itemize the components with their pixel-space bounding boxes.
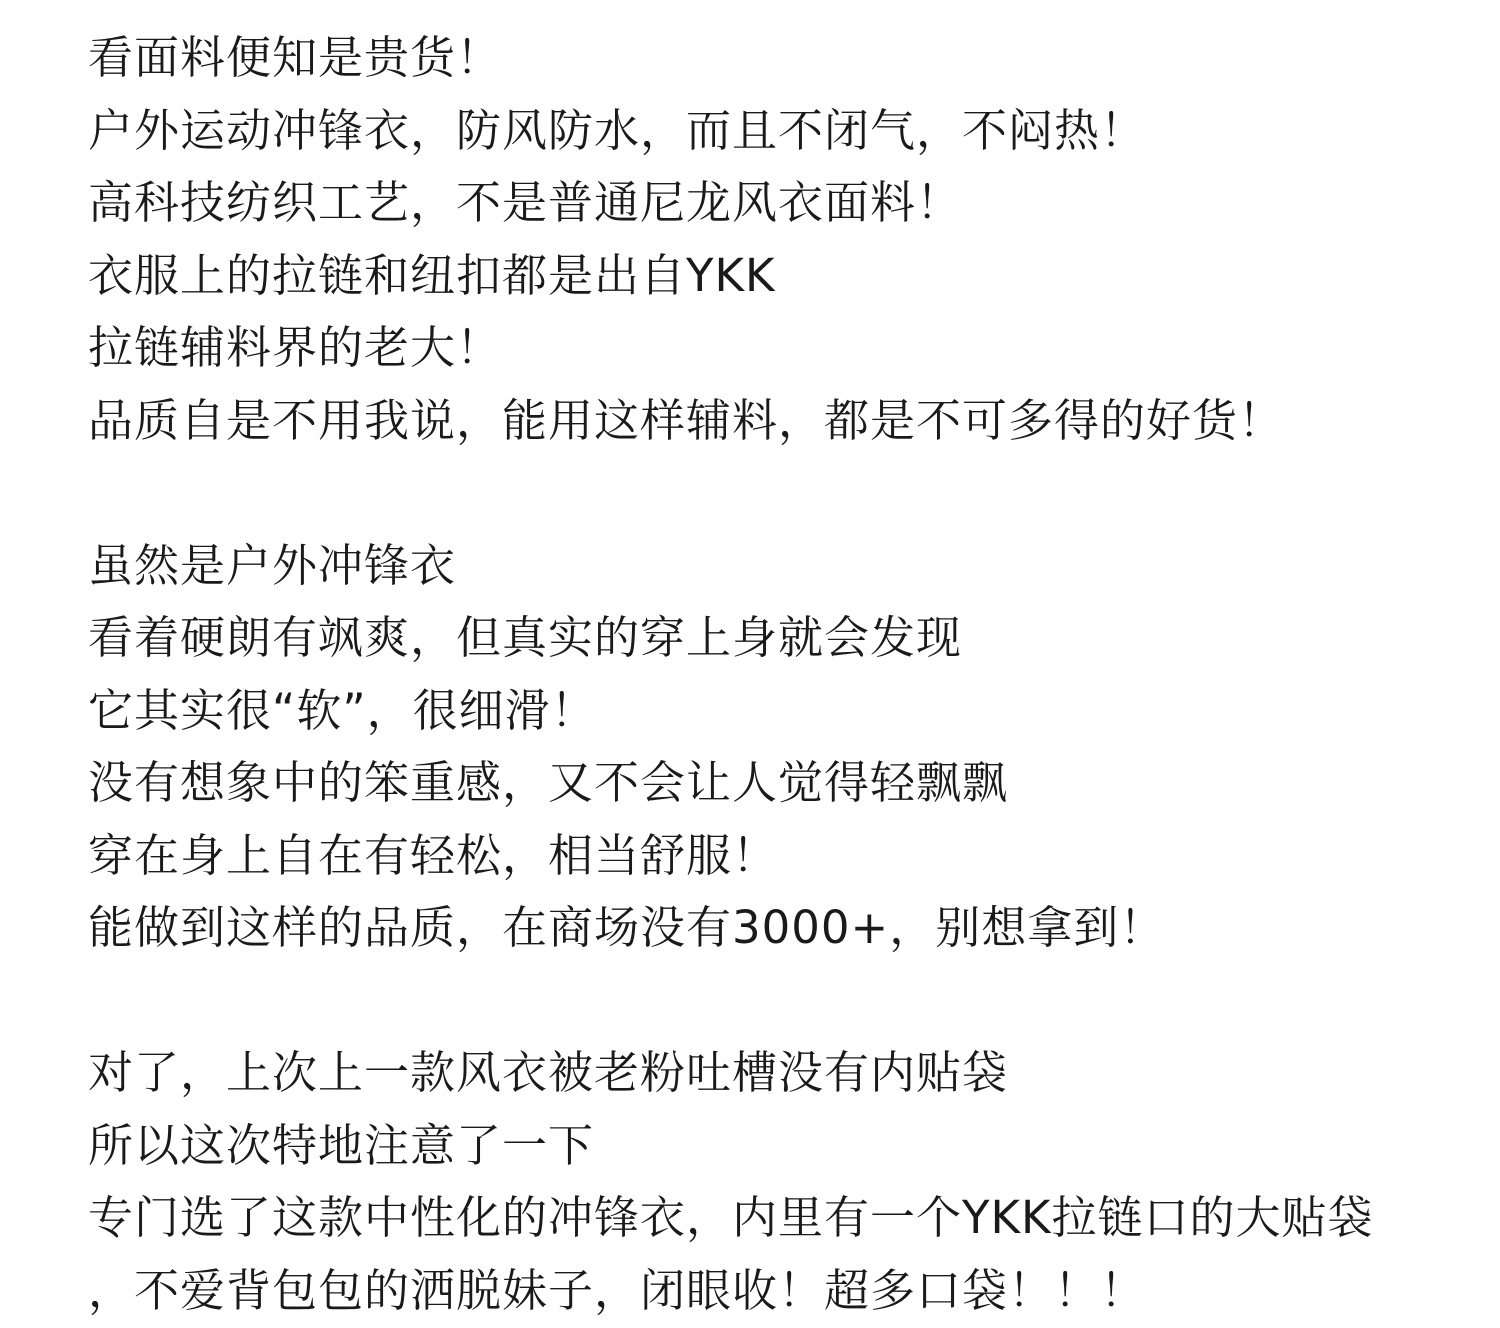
text-line: 拉链辅料界的老大！ bbox=[88, 321, 503, 374]
text-line: ，不爱背包包的洒脱妹子，闭眼收！超多口袋！！！ bbox=[88, 1263, 1147, 1317]
text-line: 所以这次特地注意了一下 bbox=[88, 1118, 595, 1172]
text-line: 对了，上次上一款风衣被老粉吐槽没有内贴袋 bbox=[88, 1046, 1009, 1099]
paragraph-pocket bbox=[88, 1037, 1468, 1327]
text-line: 看着硬朗有飒爽，但真实的穿上身就会发现 bbox=[88, 611, 963, 664]
paragraph-fabric bbox=[88, 22, 1468, 457]
paragraph-comfort bbox=[88, 530, 1468, 965]
text-line: 能做到这样的品质，在商场没有3000+，别想拿到！ bbox=[88, 901, 1166, 954]
text-line: 品质自是不用我说，能用这样辅料，都是不可多得的好货！ bbox=[88, 393, 1285, 447]
text-line: 它其实很“软”，很细滑！ bbox=[88, 683, 597, 737]
text-document bbox=[88, 22, 1468, 1327]
text-line: 户外运动冲锋衣，防风防水，而且不闭气，不闷热！ bbox=[88, 103, 1147, 157]
paragraph-spacer bbox=[88, 457, 1468, 530]
text-line: 衣服上的拉链和纽扣都是出自YKK bbox=[88, 248, 776, 302]
text-line: 专门选了这款中性化的冲锋衣，内里有一个YKK拉链口的大贴袋 bbox=[88, 1191, 1374, 1244]
text-line: 看面料便知是贵货！ bbox=[88, 31, 503, 84]
paragraph-spacer bbox=[88, 965, 1468, 1038]
text-line: 穿在身上自在有轻松，相当舒服！ bbox=[88, 828, 779, 882]
text-line: 虽然是户外冲锋衣 bbox=[88, 538, 457, 592]
text-line: 高科技纺织工艺，不是普通尼龙风衣面料！ bbox=[88, 176, 963, 229]
text-line: 没有想象中的笨重感，又不会让人觉得轻飘飘 bbox=[88, 756, 1009, 809]
